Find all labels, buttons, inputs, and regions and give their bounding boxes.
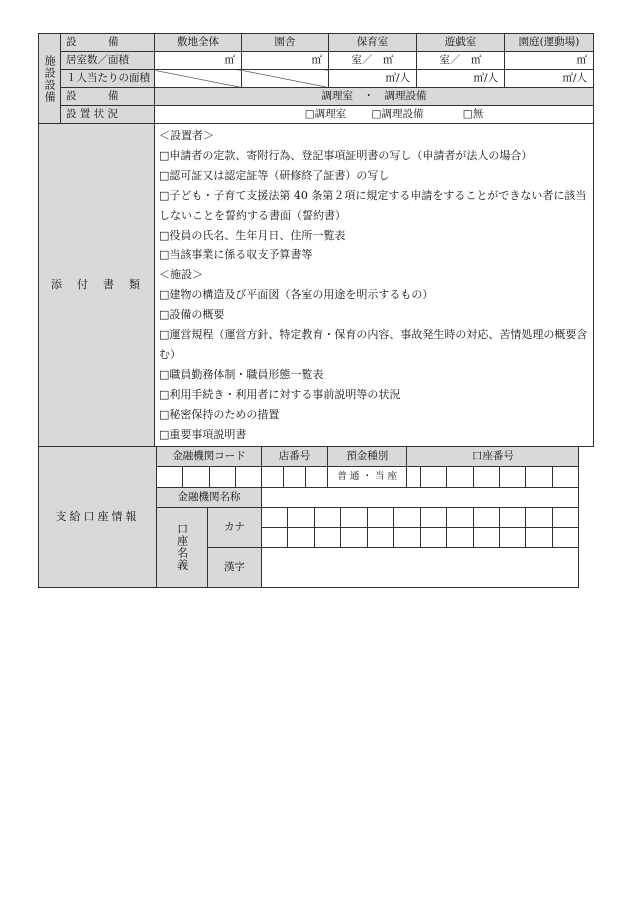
yard-area-field[interactable]: ㎡ [505,52,594,70]
kana-char-box[interactable] [288,527,314,547]
attachment-section-owner: ＜設置者＞ [159,129,214,142]
account-digit-box[interactable] [447,466,473,487]
bank-name-field[interactable] [261,487,578,507]
kana-char-box[interactable] [420,527,446,547]
attachment-item[interactable]: □秘密保持のための措置 [159,407,280,421]
kana-char-box[interactable] [499,527,525,547]
attachment-item[interactable]: □運営規程（運営方針、特定教育・保育の内容、事故発生時の対応、苦情処理の概要含む） [159,328,588,361]
rooms-area-label: 居室数／面積 [61,52,155,70]
per-person-area-label: １人当たりの面積 [61,70,155,88]
attachment-item[interactable]: □役員の氏名、生年月日、住所一覧表 [159,228,346,242]
kana-char-box[interactable] [341,527,367,547]
attachment-item[interactable]: □利用手続き・利用者に対する事前説明等の状況 [159,387,401,401]
kana-char-box[interactable] [473,527,499,547]
deposit-type-options[interactable]: 普 通 ・ 当 座 [328,466,407,487]
site-area-field[interactable]: ㎡ [155,52,242,70]
kitchen-room-checkbox[interactable]: □調理室 [304,108,347,121]
building-per-person-na [242,70,329,88]
equipment-header-label: 設 備 [61,34,155,52]
account-digit-box[interactable] [407,466,420,487]
kana-char-box[interactable] [341,507,367,527]
kana-char-box[interactable] [526,507,552,527]
kanji-label: 漢字 [207,547,261,587]
kana-char-box[interactable] [394,527,421,547]
nursery-per-person-field[interactable]: ㎡/人 [329,70,417,88]
col-playroom-header: 遊戯室 [417,34,505,52]
col-building-header: 園舎 [242,34,329,52]
kana-char-box[interactable] [447,507,473,527]
kana-char-box[interactable] [499,507,525,527]
facility-section-label: 施設設備 [39,34,61,124]
deposit-type-header: 預金種別 [328,446,407,466]
application-form-page [38,33,593,588]
account-digit-box[interactable] [526,466,552,487]
kana-char-box[interactable] [552,507,579,527]
kana-char-box[interactable] [314,527,340,547]
account-digit-box[interactable] [552,466,579,487]
kana-char-box[interactable] [367,507,393,527]
account-holder-label: 口座名義 [157,507,208,587]
kana-char-box[interactable] [394,507,421,527]
col-nursery-room-header: 保育室 [329,34,417,52]
kana-char-box[interactable] [473,507,499,527]
attachment-item[interactable]: □当該事業に係る収支予算書等 [159,248,313,262]
branch-number-boxes[interactable] [261,466,327,487]
facility-table [38,33,594,124]
account-digit-box[interactable] [499,466,525,487]
col-yard-header: 園庭(運動場) [505,34,594,52]
account-digit-box[interactable] [473,466,499,487]
playroom-per-person-field[interactable]: ㎡/人 [417,70,505,88]
yard-per-person-field[interactable]: ㎡/人 [505,70,594,88]
attachments-table [38,123,594,447]
bank-info-label: 支給口座情報 [39,446,157,587]
attachments-label: 添 付 書 類 [39,124,155,447]
attachment-item[interactable]: □建物の構造及び平面図（各室の用途を明示するもの） [159,288,434,302]
kana-char-box[interactable] [552,527,579,547]
bank-account-table [38,446,593,588]
playroom-area-field[interactable]: 室／ ㎡ [417,52,505,70]
nursery-room-area-field[interactable]: 室／ ㎡ [329,52,417,70]
bank-code-boxes[interactable] [157,466,262,487]
kana-char-box[interactable] [261,527,287,547]
account-digit-box[interactable] [420,466,446,487]
kana-char-box[interactable] [526,527,552,547]
equipment-row-label: 設 備 [61,88,155,106]
kana-char-box[interactable] [420,507,446,527]
bank-code-header: 金融機関コード [157,446,262,466]
attachment-section-facility: ＜施設＞ [159,268,203,282]
col-site-header: 敷地全体 [155,34,242,52]
kana-char-box[interactable] [314,507,340,527]
attachment-item[interactable]: □重要事項説明書 [159,427,247,441]
installation-status-options [155,106,594,124]
attachment-item[interactable]: □認可証又は認定証等（研修終了証書）の写し [159,168,390,182]
branch-number-header: 店番号 [261,446,327,466]
attachment-item[interactable]: □申請者の定款、寄附行為、登記事項証明書の写し（申請者が法人の場合） [159,148,533,162]
attachment-item[interactable]: □設備の概要 [159,308,225,322]
kitchen-equipment-checkbox[interactable]: □調理設備 [371,108,424,121]
attachment-item[interactable]: □職員勤務体制・職員形態一覧表 [159,367,324,381]
equipment-row-value: 調理室 ・ 調理設備 [155,88,594,106]
kana-char-box[interactable] [447,527,473,547]
kana-char-box[interactable] [261,507,287,527]
site-per-person-na [155,70,242,88]
installation-status-label: 設 置 状 況 [61,106,155,124]
none-checkbox[interactable]: □無 [462,108,484,121]
kana-char-box[interactable] [367,527,393,547]
bank-name-label: 金融機関名称 [157,487,262,507]
attachment-item[interactable]: □子ども・子育て支援法第 40 条第２項に規定する申請をすることができない者に該当しないことを誓約する書面（誓約書） [159,188,587,222]
account-number-header: 口座番号 [407,446,579,466]
building-area-field[interactable]: ㎡ [242,52,329,70]
kana-label: カナ [207,507,261,547]
kanji-name-field[interactable] [261,547,578,587]
kana-char-box[interactable] [288,507,314,527]
attachments-list [155,124,594,447]
